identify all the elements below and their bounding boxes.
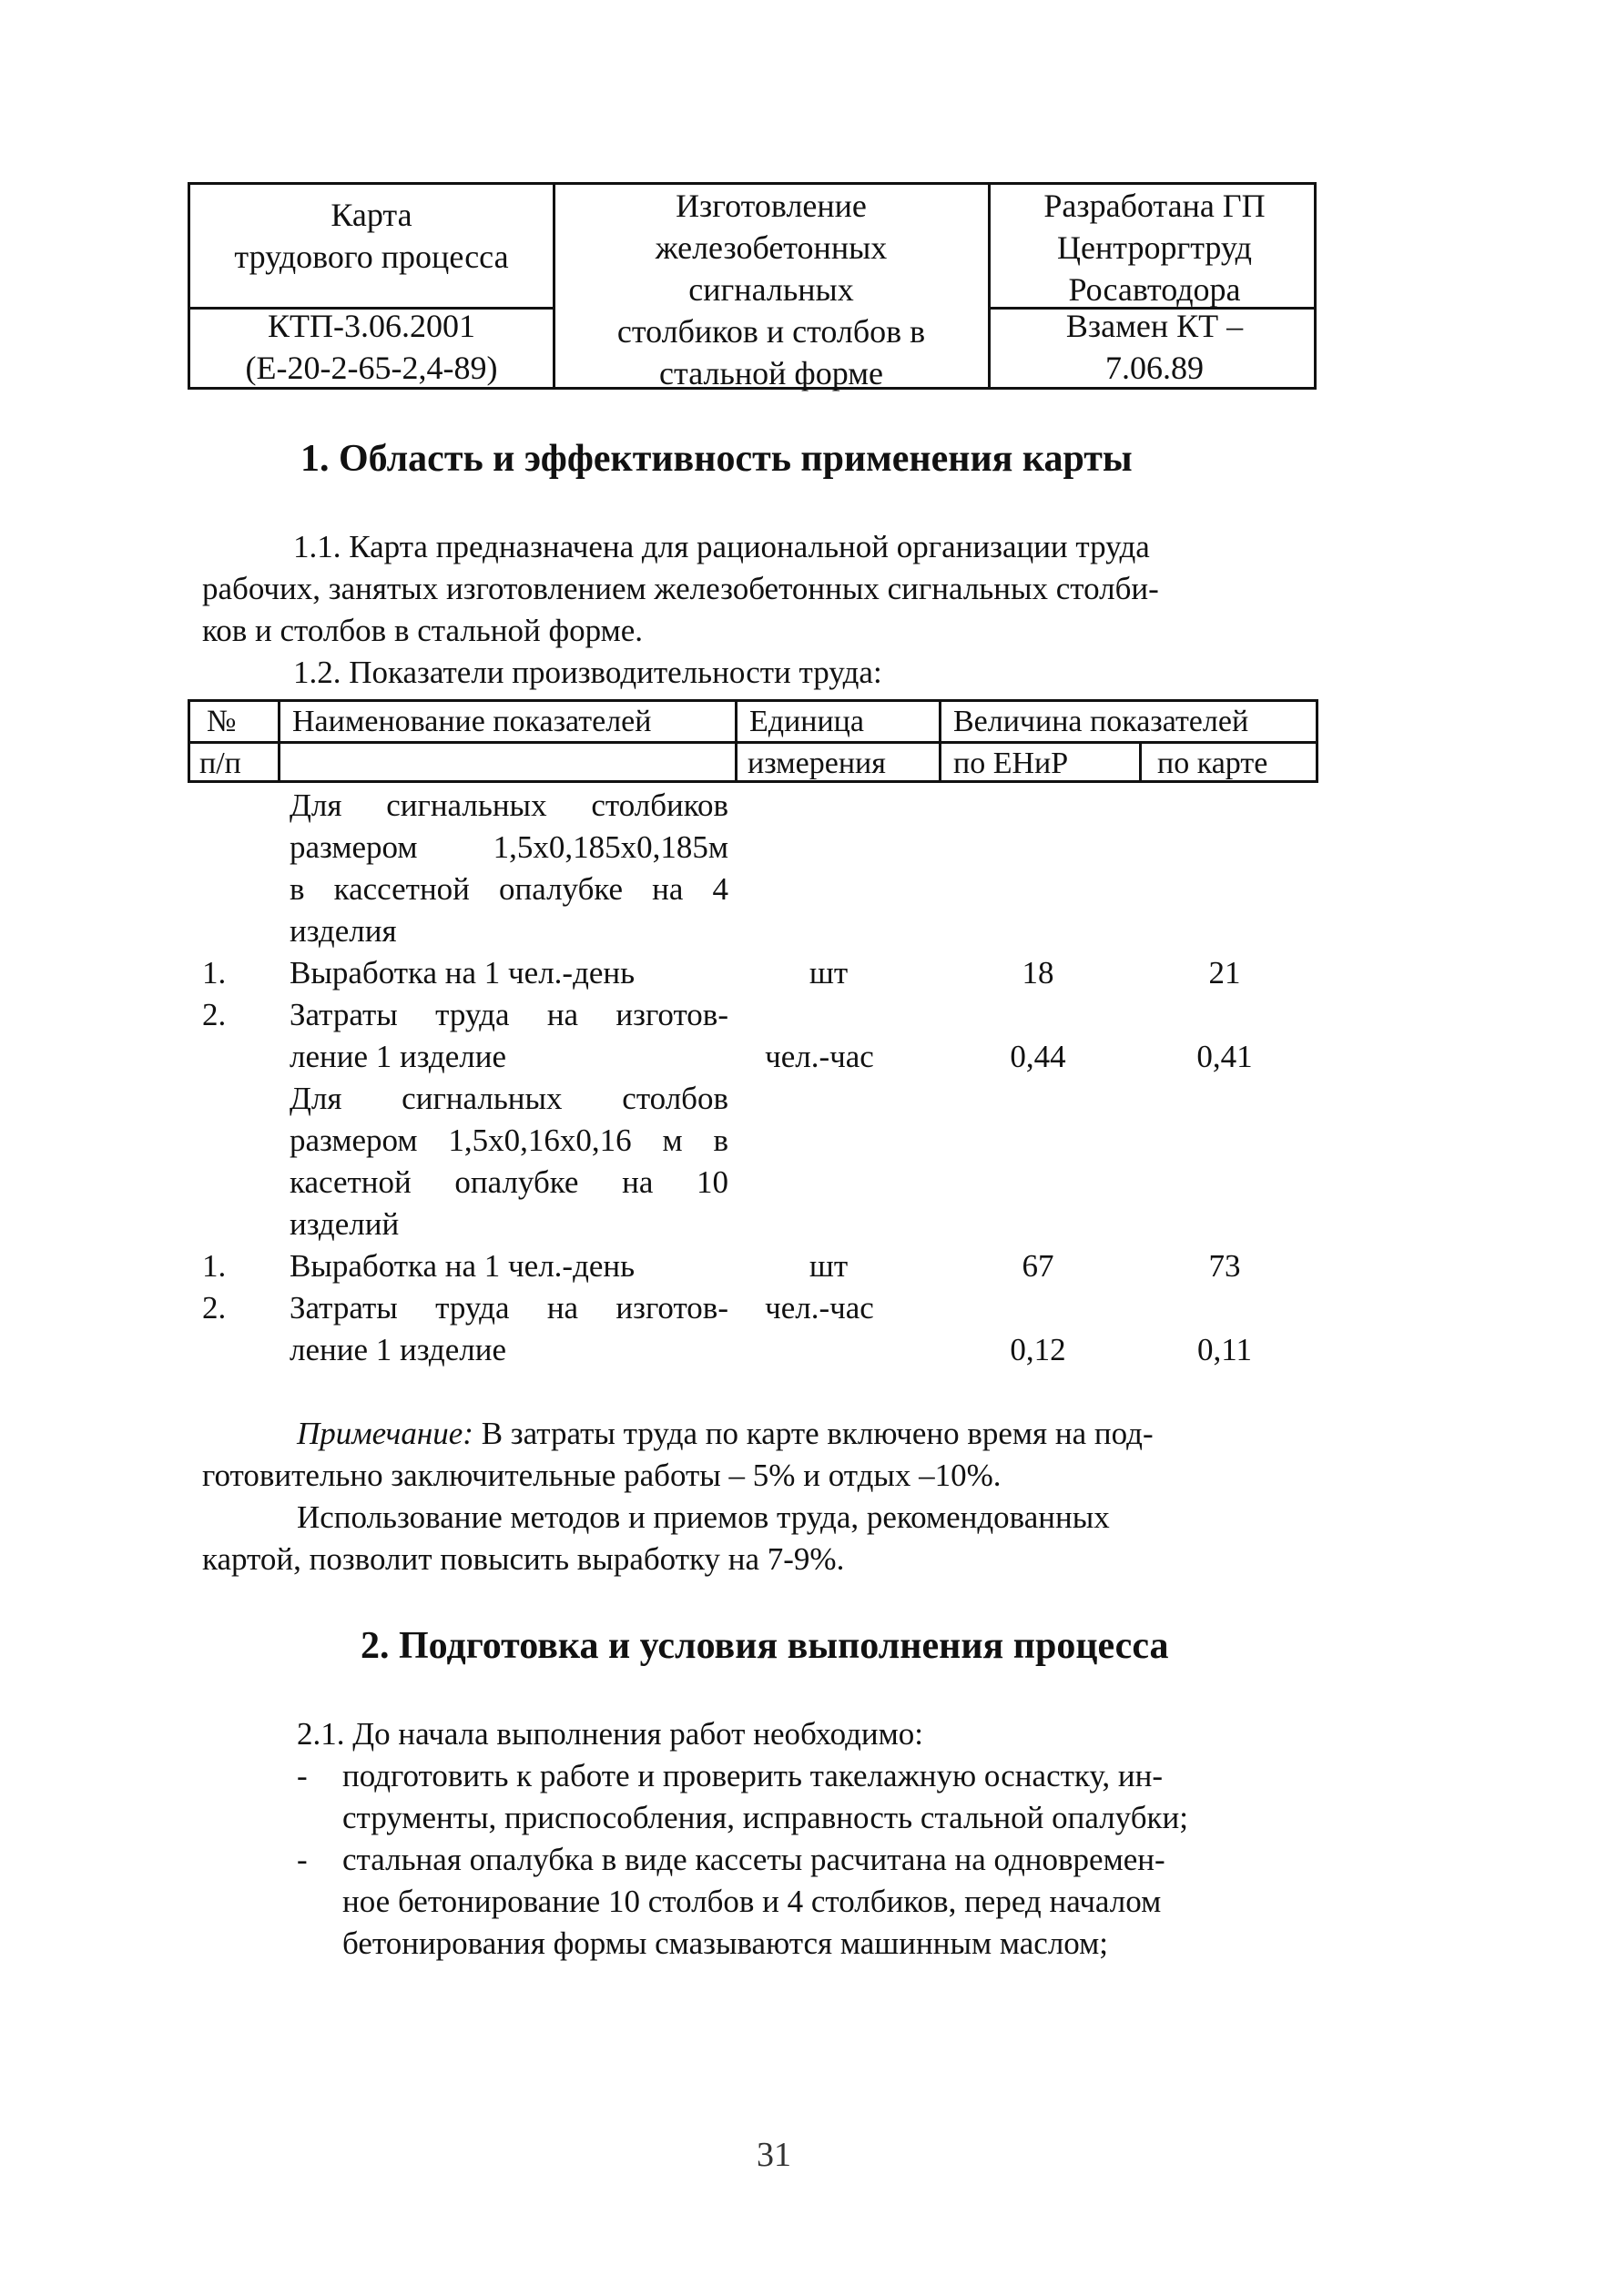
card-process-title: Изготовление железобетонных сигнальных столбиков и столбов в стальной форме — [616, 188, 926, 391]
row-name: Затраты труда на изготов- — [290, 997, 728, 1032]
card-code: КТП-3.06.2001 (Е-20-2-65-2,4-89) — [245, 308, 498, 386]
bullet-text-line: ное бетонирование 10 столбов и 4 столбиков, перед началом — [342, 1884, 1162, 1919]
paragraph-1-2: 1.2. Показатели производительности труда: — [293, 655, 882, 690]
row-card: 0,11 — [1197, 1332, 1252, 1367]
col-header-card: по карте — [1157, 747, 1268, 780]
row-unit: шт — [809, 955, 849, 991]
group-title-line: Для сигнальных столбов — [290, 1081, 728, 1116]
row-enir: 67 — [1022, 1248, 1054, 1284]
note-label: Примечание: — [297, 1416, 473, 1451]
row-name: ление 1 изделие — [290, 1039, 506, 1074]
row-number: 2. — [202, 997, 227, 1032]
bullet-text-line: бетонирования формы смазываются машинным маслом; — [342, 1925, 1109, 1961]
col-header-value: Величина показателей — [953, 705, 1249, 738]
paragraph-1-1-line-2: рабочих, занятых изготовлением железобетонных сигнальных столби- — [202, 571, 1159, 606]
col-header-number: № — [207, 705, 237, 738]
usage-line-2: картой, позволит повысить выработку на 7-9%. — [202, 1541, 845, 1577]
col-header-unit-sub: измерения — [748, 747, 886, 780]
bullet-text-line: стальная опалубка в виде кассеты расчитана на одновремен- — [342, 1842, 1165, 1877]
group-title-line: изделия — [290, 913, 397, 949]
col-header-enir: по ЕНиР — [953, 747, 1069, 780]
section-2-title: 2. Подготовка и условия выполнения процесса — [361, 1625, 1169, 1667]
group-title-line: размером 1,5х0,185х0,185м — [290, 829, 728, 865]
row-unit: чел.-час — [765, 1039, 874, 1074]
row-number: 1. — [202, 1248, 227, 1284]
row-name: ление 1 изделие — [290, 1332, 506, 1367]
row-unit: чел.-час — [765, 1290, 874, 1326]
note-text: В затраты труда по карте включено время на под- — [473, 1416, 1154, 1451]
bullet-dash: - — [297, 1758, 308, 1793]
row-enir: 0,44 — [1010, 1039, 1066, 1074]
row-name: Выработка на 1 чел.-день — [290, 955, 636, 991]
group-title-line: изделий — [290, 1206, 400, 1242]
card-developer: Разработана ГП Центроргтруд Росавтодора — [1043, 188, 1266, 308]
note-line-2: готовительно заключительные работы – 5% и отдых –10%. — [202, 1458, 1002, 1493]
group-title-line: в кассетной опалубке на 4 — [290, 871, 728, 907]
bullet-text-line: подготовить к работе и проверить такелажную оснастку, ин- — [342, 1758, 1164, 1793]
bullet-dash: - — [297, 1842, 308, 1877]
row-card: 73 — [1208, 1248, 1241, 1284]
col-header-unit: Единица — [749, 705, 864, 738]
header-card-table — [188, 182, 1317, 390]
indicators-table-header — [188, 699, 1318, 783]
usage-line-1: Использование методов и приемов труда, рекомендованных — [297, 1499, 1110, 1535]
page-number: 31 — [757, 2136, 791, 2174]
row-unit: шт — [809, 1248, 849, 1284]
bullet-text-line: струменты, приспособления, исправность стальной опалубки; — [342, 1800, 1188, 1835]
row-name: Затраты труда на изготов- — [290, 1290, 728, 1326]
col-header-number-sub: п/п — [199, 747, 241, 780]
paragraph-2-1: 2.1. До начала выполнения работ необходимо: — [297, 1716, 924, 1752]
row-card: 0,41 — [1196, 1039, 1253, 1074]
row-enir: 18 — [1022, 955, 1054, 991]
row-number: 1. — [202, 955, 227, 991]
group-title-line: Для сигнальных столбиков — [290, 787, 728, 823]
row-card: 21 — [1208, 955, 1241, 991]
paragraph-1-1-line-3: ков и столбов в стальной форме. — [202, 613, 644, 648]
card-type-label: Карта трудового процесса — [234, 197, 509, 275]
section-1-title: 1. Область и эффективность применения карты — [300, 438, 1133, 480]
group-title-line: касетной опалубке на 10 — [290, 1164, 728, 1200]
note-line-1 — [297, 1413, 1302, 1455]
paragraph-1-1-line-1: 1.1. Карта предназначена для рациональной организации труда — [293, 529, 1150, 564]
row-enir: 0,12 — [1010, 1332, 1066, 1367]
row-number: 2. — [202, 1290, 227, 1326]
row-name: Выработка на 1 чел.-день — [290, 1248, 636, 1284]
group-title-line: размером 1,5х0,16х0,16 м в — [290, 1123, 728, 1158]
col-header-name: Наименование показателей — [292, 705, 652, 738]
card-replaces: Взамен КТ – 7.06.89 — [1065, 308, 1244, 386]
